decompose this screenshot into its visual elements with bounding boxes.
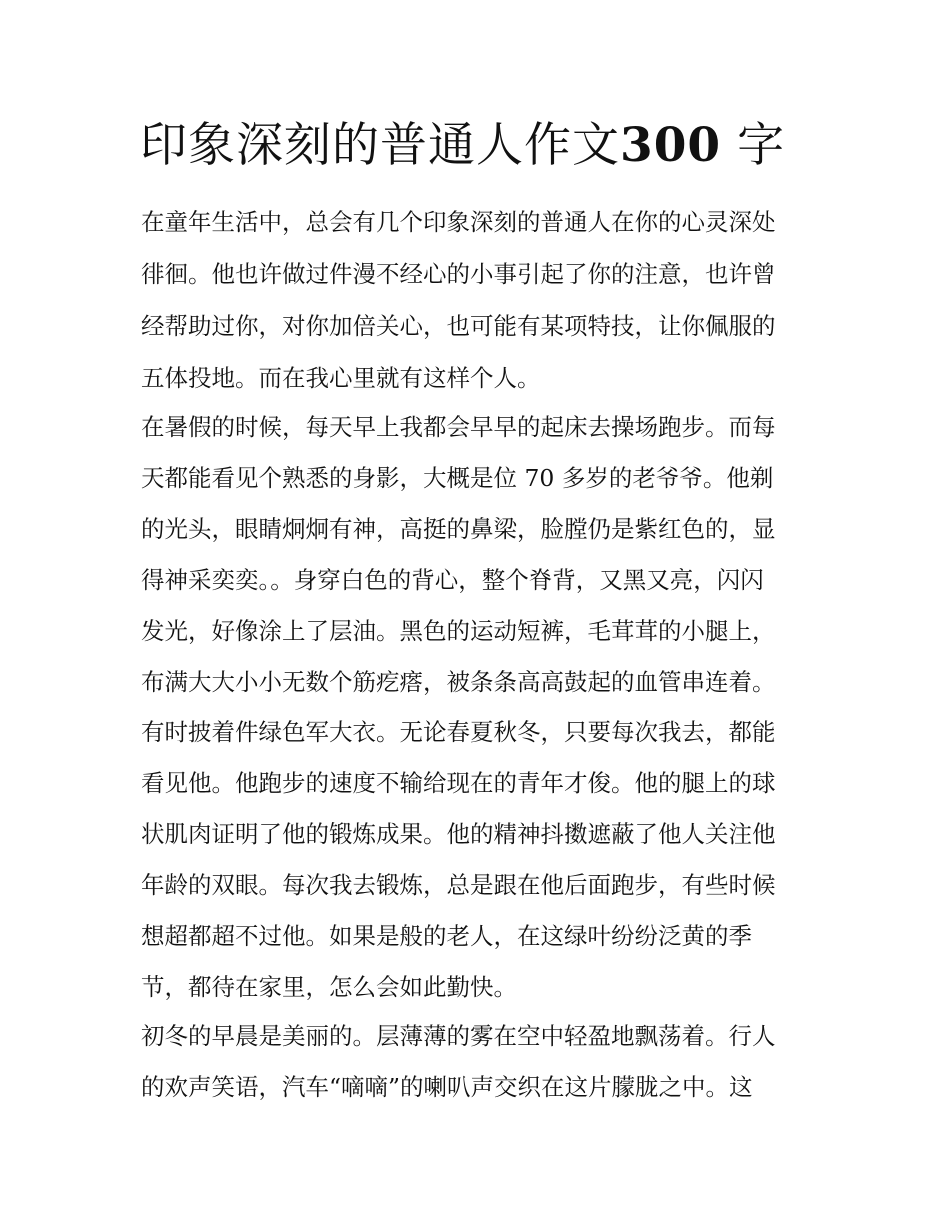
text-line: 在童年生活中，总会有几个印象深刻的普通人在你的心灵深处: [141, 208, 776, 236]
text-line: 的欢声笑语，汽车“嘀嘀”的喇叭声交织在这片朦胧之中。这: [141, 1073, 753, 1101]
document-title: [140, 113, 820, 179]
text-line: 节，都待在家里，怎么会如此勤快。: [141, 973, 517, 1001]
text-line: 想超都超不过他。如果是般的老人，在这绿叶纷纷泛黄的季: [141, 922, 752, 950]
text-line: 看见他。他跑步的速度不输给现在的青年才俊。他的腿上的球: [141, 769, 776, 797]
text-line: 有时披着件绿色军大衣。无论春夏秋冬，只要每次我去，都能: [141, 718, 776, 746]
title-suffix: 字: [737, 118, 786, 173]
text-line: 的光头，眼睛炯炯有神，高挺的鼻梁，脸膛仍是紫红色的，显: [141, 515, 776, 543]
text-line: 五体投地。而在我心里就有这样个人。: [141, 364, 541, 392]
text-line: 在暑假的时候，每天早上我都会早早的起床去操场跑步。而每: [141, 413, 776, 441]
text-line: 天都能看见个熟悉的身影，大概是位 70 多岁的老爷爷。他剃: [141, 464, 774, 492]
text-line: 初冬的早晨是美丽的。层薄薄的雾在空中轻盈地飘荡着。行人: [141, 1022, 776, 1050]
text-line: 经帮助过你，对你加倍关心，也可能有某项特技，让你佩服的: [141, 312, 776, 340]
text-line: 徘徊。他也许做过件漫不经心的小事引起了你的注意，也许曾: [141, 260, 776, 288]
text-line: 布满大大小小无数个筋疙瘩，被条条高高鼓起的血管串连着。: [141, 668, 776, 696]
text-line: 发光，好像涂上了层油。黑色的运动短裤，毛茸茸的小腿上，: [141, 617, 776, 645]
text-line: 得神采奕奕。。身穿白色的背心，整个脊背，又黑又亮，闪闪: [141, 566, 764, 594]
title-prefix: 印象深刻的普通人作文: [140, 118, 620, 173]
text-line: 年龄的双眼。每次我去锻炼，总是跟在他后面跑步，有些时候: [141, 871, 776, 899]
title-number: 300: [620, 118, 722, 173]
text-line: 状肌肉证明了他的锻炼成果。他的精神抖擞遮蔽了他人关注他: [141, 820, 776, 848]
